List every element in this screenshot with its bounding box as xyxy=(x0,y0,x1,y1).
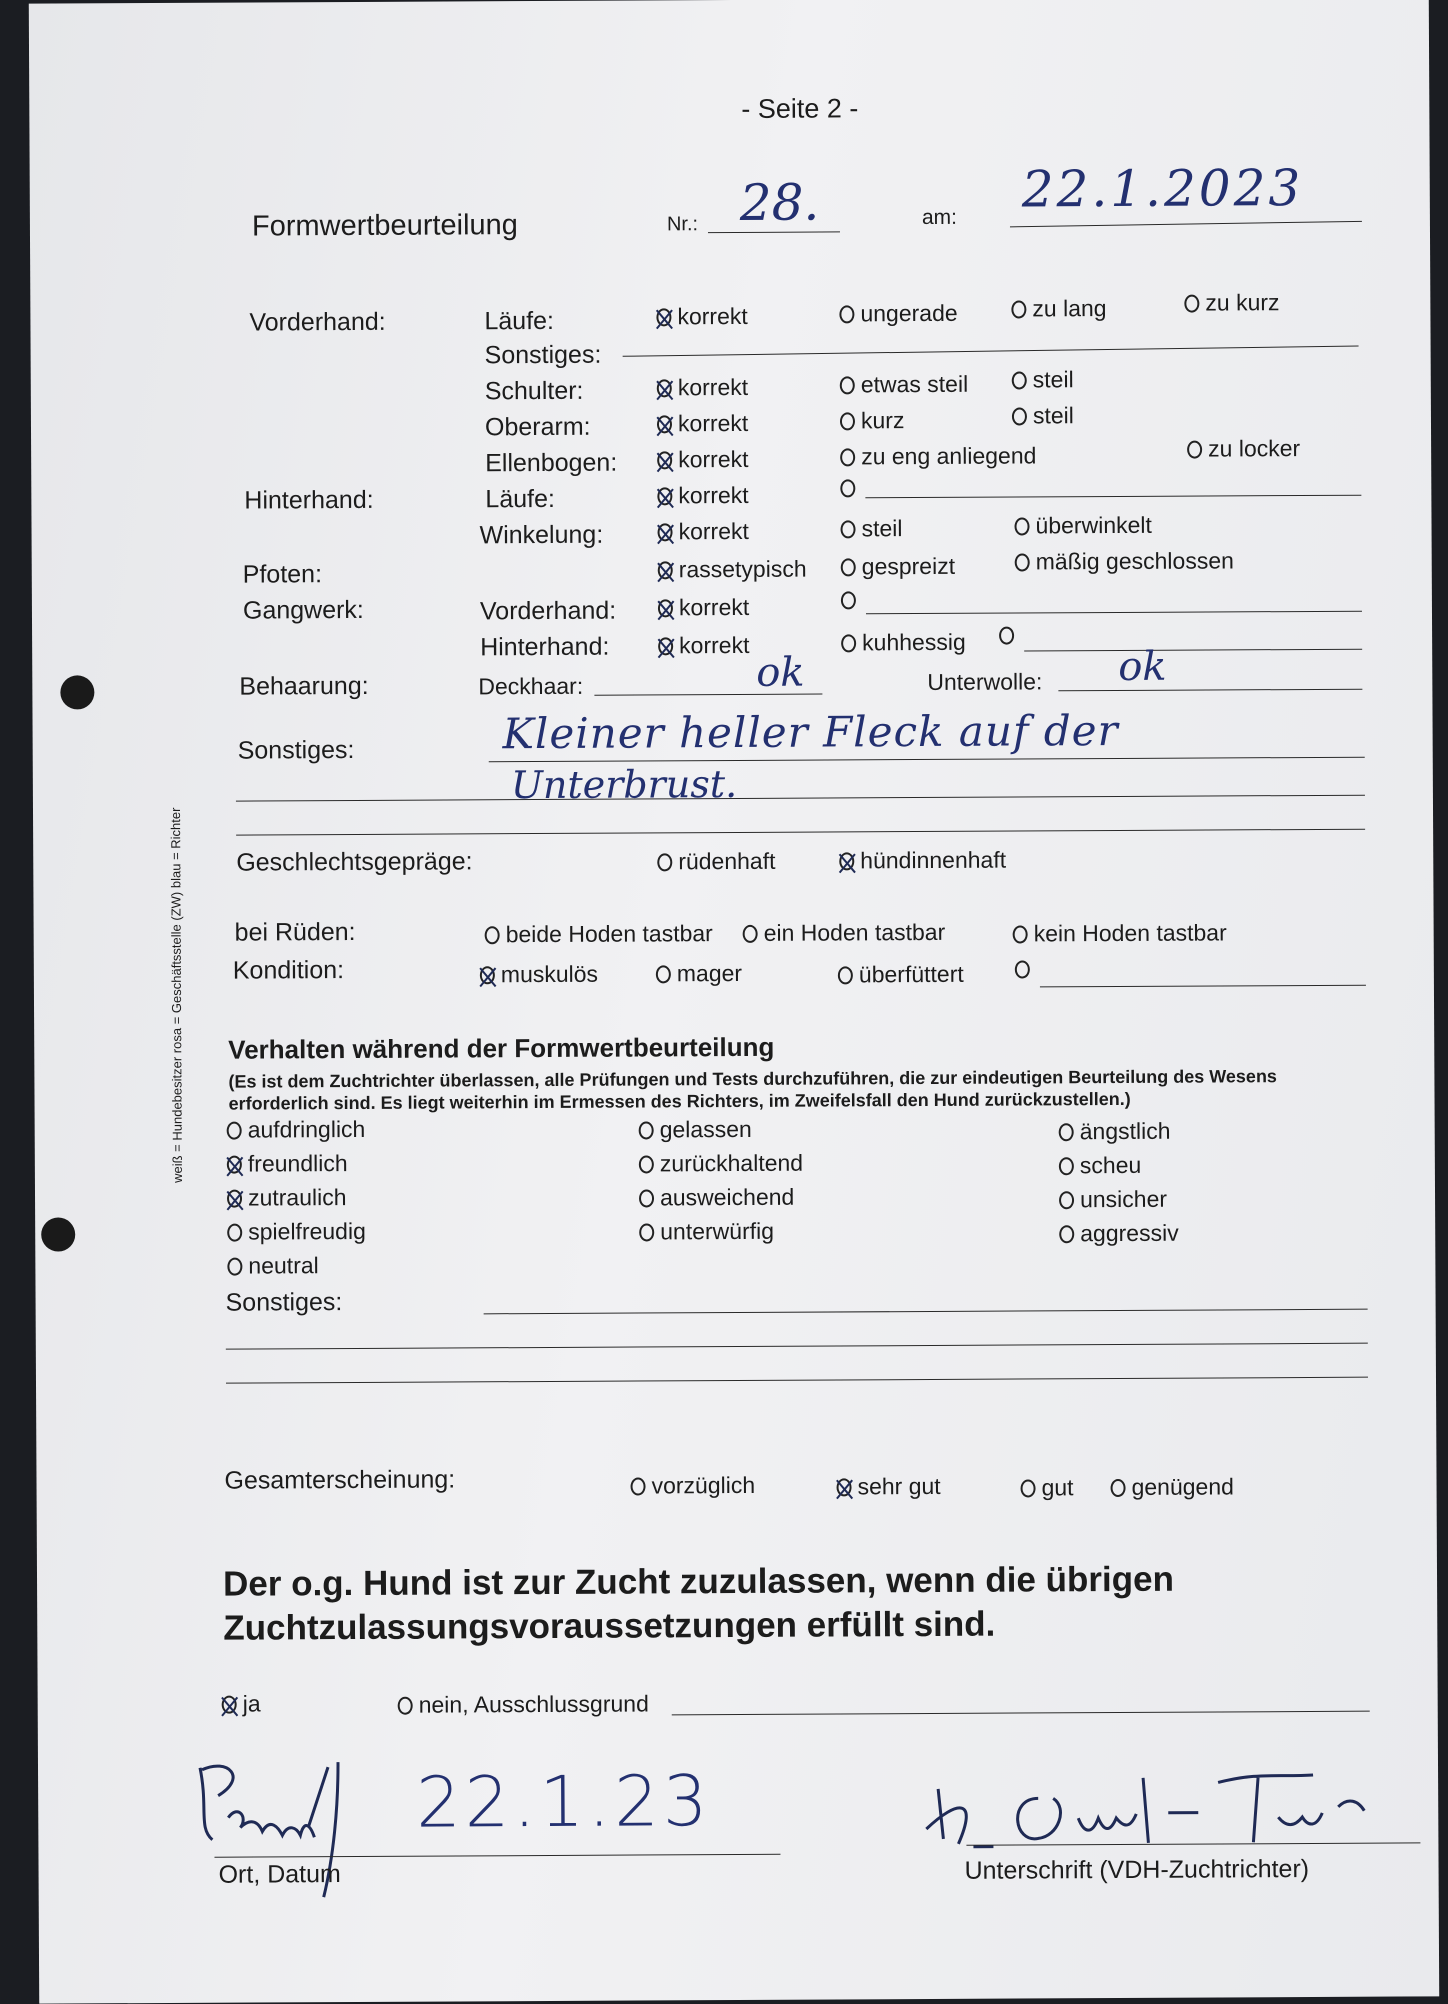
circle-icon xyxy=(227,1257,242,1275)
circle-icon xyxy=(639,1121,654,1139)
option-ellenbogen-korrekt[interactable]: korrekt xyxy=(657,446,748,473)
option-gang-vh-other[interactable] xyxy=(841,591,856,609)
option-muskuloes[interactable]: muskulös xyxy=(480,961,598,989)
option-beide-hoden[interactable]: beide Hoden tastbar xyxy=(485,920,713,948)
option-vorzueglich[interactable]: vorzüglich xyxy=(630,1472,755,1500)
circle-icon xyxy=(743,924,758,942)
option-ellenbogen-zu-eng[interactable]: zu eng anliegend xyxy=(840,442,1036,470)
option-gang-hh-other[interactable] xyxy=(999,627,1014,645)
option-hh-laeufe-korrekt[interactable]: korrekt xyxy=(657,482,748,509)
option-aufdringlich[interactable]: aufdringlich xyxy=(227,1116,366,1144)
circle-icon xyxy=(840,479,855,497)
section-geschlecht: Geschlechtsgepräge: xyxy=(236,847,473,877)
nr-value[interactable]: 28. xyxy=(739,173,820,232)
option-winkelung-ueberwinkelt[interactable]: überwinkelt xyxy=(1014,512,1151,540)
option-winkelung-korrekt[interactable]: korrekt xyxy=(657,518,748,545)
circle-icon xyxy=(1021,1479,1036,1497)
label-deckhaar: Deckhaar: xyxy=(478,672,584,700)
section-behaarung: Behaarung: xyxy=(239,671,369,701)
deckhaar-value[interactable]: ok xyxy=(756,649,805,696)
option-ellenbogen-zu-locker[interactable]: zu locker xyxy=(1187,435,1300,463)
option-laeufe-zu-lang[interactable]: zu lang xyxy=(1011,295,1106,322)
checked-circle-icon xyxy=(657,451,672,469)
circle-icon xyxy=(639,1189,654,1207)
form-page xyxy=(29,0,1439,2004)
circle-icon xyxy=(840,448,855,466)
option-kondition-other[interactable] xyxy=(1015,960,1030,978)
section-kondition: Kondition: xyxy=(232,956,345,985)
label-gangwerk-vorderhand: Vorderhand: xyxy=(479,596,617,626)
circle-icon xyxy=(639,1223,654,1241)
ort-datum-label: Ort, Datum xyxy=(218,1860,341,1889)
checked-circle-icon xyxy=(658,561,673,579)
section-sonstiges: Sonstiges: xyxy=(237,735,355,765)
checked-circle-icon xyxy=(658,599,673,617)
circle-icon xyxy=(630,1477,645,1495)
option-scheu[interactable]: scheu xyxy=(1059,1152,1142,1179)
circle-icon xyxy=(1012,371,1027,389)
label-schulter: Schulter: xyxy=(484,376,584,406)
zucht-statement: Der o.g. Hund ist zur Zucht zuzulassen, wenn die übrigen Zuchtzulassungsvoraussetzungen erfüllt sind. xyxy=(222,1559,1175,1648)
section-hinterhand: Hinterhand: xyxy=(244,485,374,515)
option-gang-hh-kuhhessig[interactable]: kuhhessig xyxy=(841,629,966,657)
circle-icon xyxy=(398,1696,413,1714)
option-gang-vh-korrekt[interactable]: korrekt xyxy=(658,594,749,621)
nr-label: Nr.: xyxy=(666,213,699,236)
circle-icon xyxy=(1059,1157,1074,1175)
circle-icon xyxy=(1015,553,1030,571)
option-oberarm-kurz[interactable]: kurz xyxy=(840,407,905,434)
circle-icon xyxy=(1011,300,1026,318)
circle-icon xyxy=(1059,1225,1074,1243)
option-freundlich[interactable]: freundlich xyxy=(227,1150,348,1178)
sonstiges-line-2[interactable]: Unterbrust. xyxy=(510,761,738,808)
circle-icon xyxy=(1187,440,1202,458)
label-winkelung: Winkelung: xyxy=(479,520,604,550)
option-zurueckhaltend[interactable]: zurückhaltend xyxy=(639,1150,803,1178)
am-value[interactable]: 22.1.2023 xyxy=(1021,159,1304,219)
option-spielfreudig[interactable]: spielfreudig xyxy=(227,1218,366,1246)
circle-icon xyxy=(841,591,856,609)
option-kein-hoden[interactable]: kein Hoden tastbar xyxy=(1013,919,1227,947)
copy-distribution-note: weiß = Hundebesitzer rosa = Geschäftsstelle (ZW) blau = Richter xyxy=(167,807,185,1183)
option-oberarm-steil[interactable]: steil xyxy=(1012,402,1074,429)
circle-icon xyxy=(1059,1123,1074,1141)
option-gelassen[interactable]: gelassen xyxy=(639,1116,752,1144)
checked-circle-icon xyxy=(222,1695,237,1713)
option-pfoten-maessig[interactable]: mäßig geschlossen xyxy=(1015,547,1234,575)
circle-icon xyxy=(1059,1191,1074,1209)
label-sonstiges-vh: Sonstiges: xyxy=(484,340,602,370)
label-oberarm: Oberarm: xyxy=(484,412,591,442)
circle-icon xyxy=(227,1121,242,1139)
circle-icon xyxy=(227,1223,242,1241)
option-oberarm-korrekt[interactable]: korrekt xyxy=(657,410,748,437)
circle-icon xyxy=(838,966,853,984)
option-laeufe-ungerade[interactable]: ungerade xyxy=(839,300,957,328)
option-nein[interactable]: nein, Ausschlussgrund xyxy=(398,1690,649,1718)
option-ruedenhaft[interactable]: rüdenhaft xyxy=(657,848,775,876)
form-title: Formwertbeurteilung xyxy=(251,209,518,243)
circle-icon xyxy=(841,634,856,652)
option-ausweichend[interactable]: ausweichend xyxy=(639,1184,794,1212)
option-aggressiv[interactable]: aggressiv xyxy=(1059,1220,1179,1248)
verhalten-heading: Verhalten während der Formwertbeurteilung xyxy=(228,1031,775,1065)
checked-circle-icon xyxy=(657,487,672,505)
checked-circle-icon xyxy=(839,852,854,870)
option-sehr-gut[interactable]: sehr gut xyxy=(836,1473,940,1501)
option-winkelung-steil[interactable]: steil xyxy=(840,515,902,542)
circle-icon xyxy=(1012,407,1027,425)
option-mager[interactable]: mager xyxy=(656,960,742,987)
circle-icon xyxy=(639,1155,654,1173)
punch-hole-top xyxy=(60,675,94,709)
section-pfoten: Pfoten: xyxy=(242,560,323,589)
circle-icon xyxy=(1014,517,1029,535)
option-unterwuerfig[interactable]: unterwürfig xyxy=(639,1218,774,1246)
signature-label: Unterschrift (VDH-Zuchtrichter) xyxy=(964,1855,1310,1885)
option-ueberfuettert[interactable]: überfüttert xyxy=(838,961,964,989)
section-rueden: bei Rüden: xyxy=(234,917,356,947)
option-hh-laeufe-other[interactable] xyxy=(840,479,855,497)
label-laeufe-hh: Läufe: xyxy=(485,484,555,514)
option-ja[interactable]: ja xyxy=(222,1690,261,1717)
unterwolle-value[interactable]: ok xyxy=(1118,643,1167,690)
checked-circle-icon xyxy=(658,637,673,655)
circle-icon xyxy=(841,558,856,576)
checked-circle-icon xyxy=(227,1189,242,1207)
option-genuegend[interactable]: genügend xyxy=(1110,1473,1233,1501)
label-gangwerk-hinterhand: Hinterhand: xyxy=(480,632,610,662)
checked-circle-icon xyxy=(657,379,672,397)
checked-circle-icon xyxy=(658,523,673,541)
circle-icon xyxy=(656,965,671,983)
circle-icon xyxy=(657,853,672,871)
section-gangwerk: Gangwerk: xyxy=(242,595,364,625)
ort-datum-value[interactable]: 22.1.23 xyxy=(415,1760,712,1844)
option-neutral[interactable]: neutral xyxy=(227,1252,318,1279)
option-pfoten-rassetypisch[interactable]: rassetypisch xyxy=(658,556,807,584)
circle-icon xyxy=(485,926,500,944)
label-laeufe: Läufe: xyxy=(484,306,555,336)
checked-circle-icon xyxy=(656,308,671,326)
option-laeufe-korrekt[interactable]: korrekt xyxy=(656,303,747,330)
am-label: am: xyxy=(921,205,957,230)
circle-icon xyxy=(840,376,855,394)
label-unterwolle: Unterwolle: xyxy=(927,668,1043,695)
checked-circle-icon xyxy=(480,966,495,984)
option-huendinnenhaft[interactable]: hündinnenhaft xyxy=(839,847,1006,875)
circle-icon xyxy=(840,520,855,538)
circle-icon xyxy=(1184,294,1199,312)
circle-icon xyxy=(999,627,1014,645)
verhalten-sonstiges-label: Sonstiges: xyxy=(225,1288,343,1317)
gesamt-label: Gesamterscheinung: xyxy=(224,1465,456,1495)
label-ellenbogen: Ellenbogen: xyxy=(485,448,618,478)
circle-icon xyxy=(1111,1478,1126,1496)
section-vorderhand: Vorderhand: xyxy=(249,307,386,337)
option-schulter-etwas-steil[interactable]: etwas steil xyxy=(840,371,969,399)
option-pfoten-gespreizt[interactable]: gespreizt xyxy=(841,553,955,581)
option-zutraulich[interactable]: zutraulich xyxy=(227,1184,347,1212)
option-gut[interactable]: gut xyxy=(1020,1474,1073,1501)
checked-circle-icon xyxy=(657,415,672,433)
sonstiges-line-1[interactable]: Kleiner heller Fleck auf der xyxy=(502,705,1119,759)
checked-circle-icon xyxy=(227,1155,242,1173)
verhalten-note: (Es ist dem Zuchtrichter überlassen, alle Prüfungen und Tests durchzuführen, die zur eindeutigen Beurteilung des Wesens erforderlich sind. Es liegt weiterhin im Ermessen des Richters, im Zweifelsfall den Hund zurückzustellen.) xyxy=(228,1066,1277,1114)
page-number: - Seite 2 - xyxy=(741,93,859,124)
circle-icon xyxy=(1013,925,1028,943)
circle-icon xyxy=(840,412,855,430)
checked-circle-icon xyxy=(837,1478,852,1496)
option-laeufe-zu-kurz[interactable]: zu kurz xyxy=(1184,289,1279,316)
option-gang-hh-korrekt[interactable]: korrekt xyxy=(658,632,749,659)
circle-icon xyxy=(839,305,854,323)
circle-icon xyxy=(1015,960,1030,978)
option-ein-hoden[interactable]: ein Hoden tastbar xyxy=(743,919,946,947)
option-schulter-korrekt[interactable]: korrekt xyxy=(657,374,748,401)
option-aengstlich[interactable]: ängstlich xyxy=(1059,1118,1171,1146)
punch-hole-bottom xyxy=(41,1217,75,1251)
option-schulter-steil[interactable]: steil xyxy=(1012,366,1074,393)
option-unsicher[interactable]: unsicher xyxy=(1059,1186,1167,1214)
